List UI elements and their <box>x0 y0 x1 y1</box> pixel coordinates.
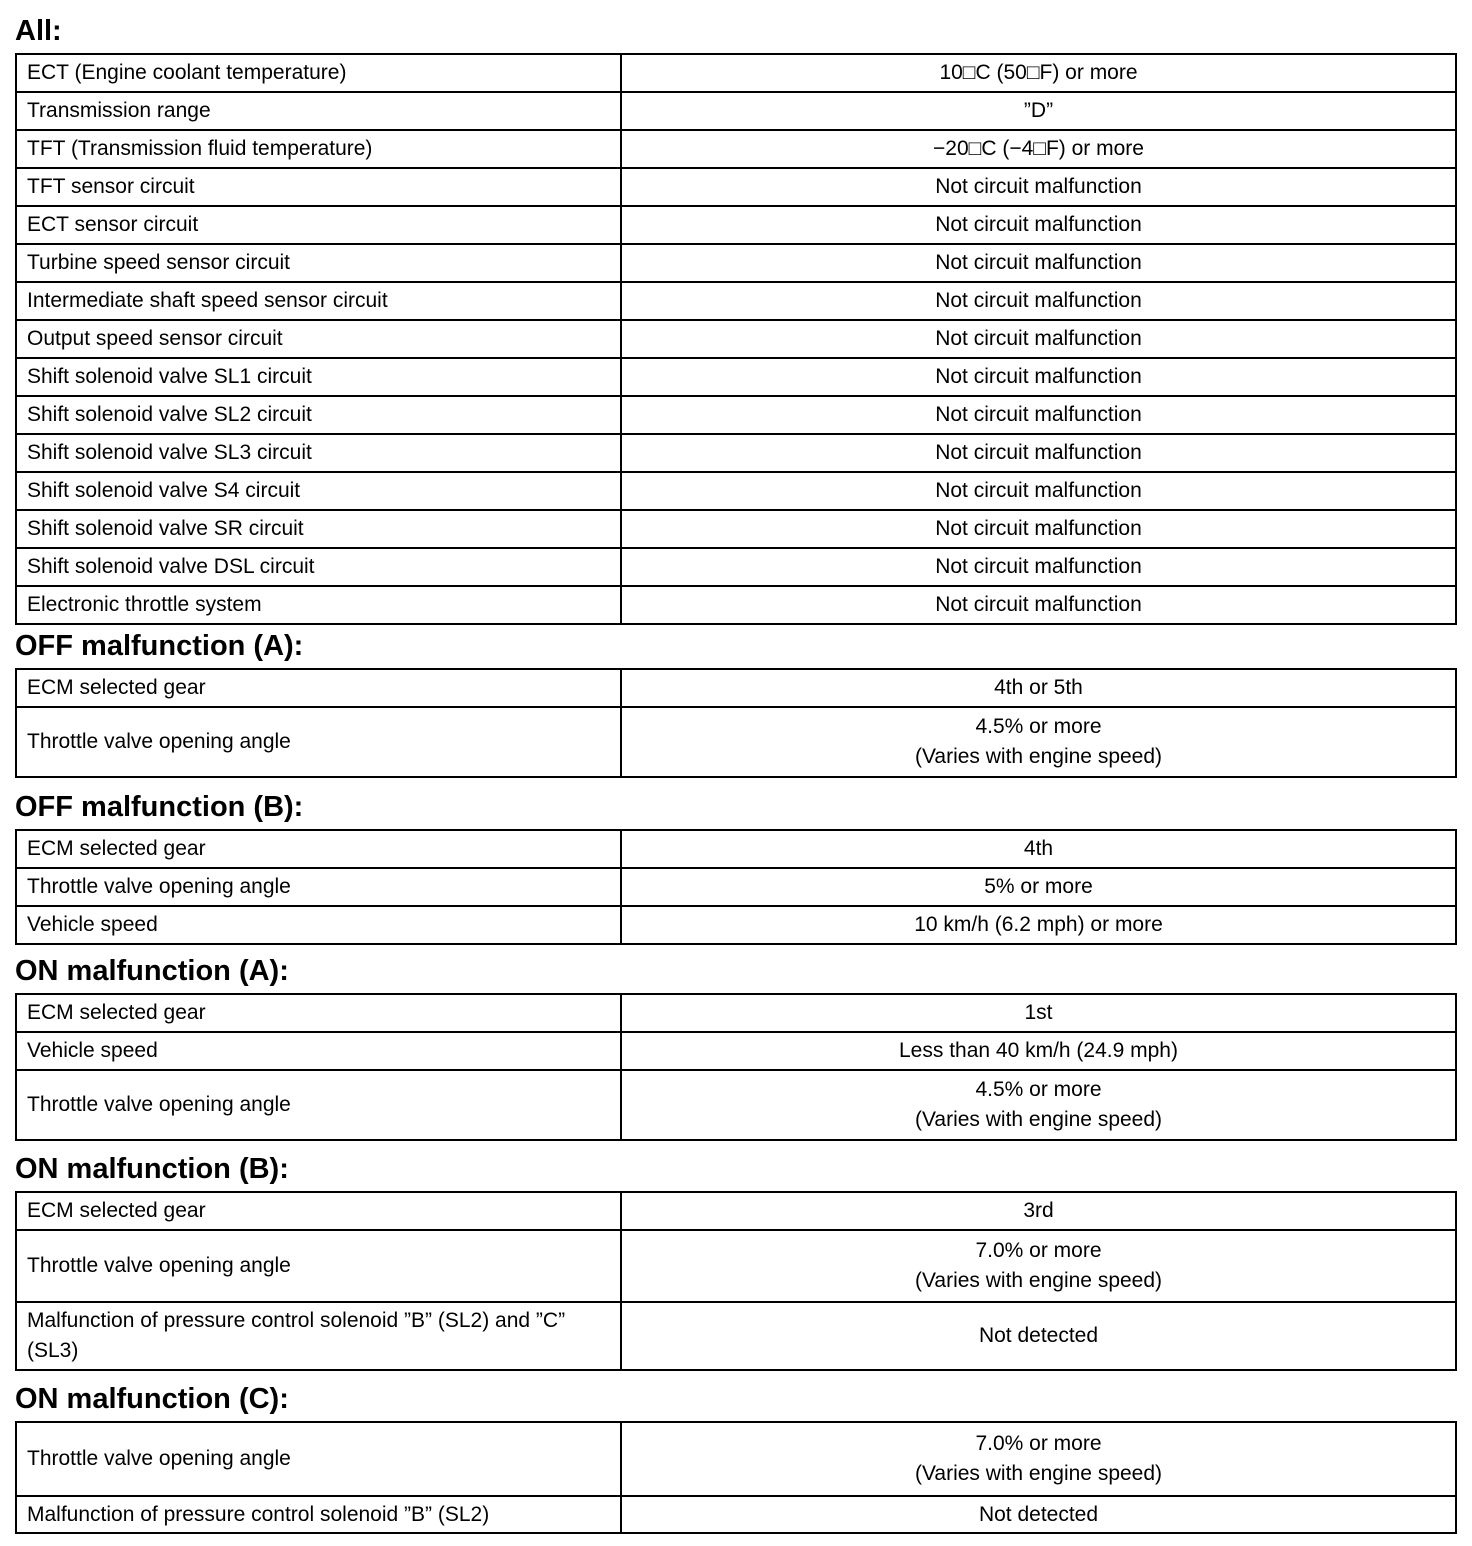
condition-label-cell <box>16 707 621 777</box>
condition-label: Turbine speed sensor circuit <box>27 251 291 274</box>
condition-value: Not circuit malfunction <box>935 289 1142 312</box>
table-row <box>16 434 1456 472</box>
condition-label: Malfunction of pressure control solenoid ”B” (SL2) and ”C” <box>27 1309 566 1332</box>
condition-value: Not circuit malfunction <box>935 403 1142 426</box>
condition-label-cell <box>16 92 621 130</box>
condition-value: 10□C (50□F) or more <box>939 61 1138 84</box>
condition-label: Vehicle speed <box>27 913 158 936</box>
condition-label-cell <box>16 396 621 434</box>
table-row <box>16 994 1456 1032</box>
condition-value-cell <box>621 830 1456 868</box>
condition-section <box>15 628 1457 778</box>
condition-label-cell <box>16 906 621 944</box>
condition-value: (Varies with engine speed) <box>914 1108 1163 1131</box>
conditions-table <box>15 1421 1457 1534</box>
condition-label: (SL3) <box>27 1339 79 1362</box>
table-row <box>16 1422 1456 1496</box>
table-row <box>16 1496 1456 1533</box>
condition-label: Shift solenoid valve SR circuit <box>27 517 304 540</box>
condition-value-cell <box>621 868 1456 906</box>
condition-value: Not circuit malfunction <box>935 175 1142 198</box>
condition-value: Not circuit malfunction <box>935 593 1142 616</box>
table-row <box>16 92 1456 130</box>
table-row <box>16 1192 1456 1230</box>
condition-value: (Varies with engine speed) <box>914 745 1163 768</box>
condition-value-cell <box>621 54 1456 92</box>
condition-value: ”D” <box>1023 99 1054 122</box>
condition-label-cell <box>16 669 621 707</box>
condition-value-cell <box>621 1302 1456 1370</box>
conditions-table <box>15 668 1457 778</box>
condition-value-cell <box>621 1496 1456 1533</box>
condition-label: Intermediate shaft speed sensor circuit <box>27 289 388 312</box>
condition-value: −20□C (−4□F) or more <box>933 137 1144 160</box>
condition-label: Electronic throttle system <box>27 593 262 616</box>
condition-value-cell <box>621 510 1456 548</box>
condition-label-cell <box>16 206 621 244</box>
condition-label-cell <box>16 320 621 358</box>
table-row <box>16 320 1456 358</box>
condition-label: Throttle valve opening angle <box>27 875 291 898</box>
condition-value-cell <box>621 1192 1456 1230</box>
table-row <box>16 868 1456 906</box>
condition-value-cell <box>621 168 1456 206</box>
table-row <box>16 548 1456 586</box>
condition-value-cell <box>621 434 1456 472</box>
condition-value: 1st <box>1024 1001 1053 1024</box>
conditions-table <box>15 993 1457 1141</box>
condition-value-cell <box>621 396 1456 434</box>
table-row <box>16 282 1456 320</box>
condition-value: Not circuit malfunction <box>935 517 1142 540</box>
table-row <box>16 906 1456 944</box>
condition-section <box>15 1151 1457 1371</box>
section-heading: ON malfunction (C): <box>15 1383 289 1415</box>
condition-value: Not circuit malfunction <box>935 327 1142 350</box>
condition-section <box>15 13 1457 625</box>
condition-label: Vehicle speed <box>27 1039 158 1062</box>
condition-label-cell <box>16 1032 621 1070</box>
condition-label-cell <box>16 130 621 168</box>
condition-value: Not circuit malfunction <box>935 441 1142 464</box>
table-row <box>16 830 1456 868</box>
condition-value-cell <box>621 282 1456 320</box>
condition-value: 7.0% or more <box>975 1432 1102 1455</box>
condition-value: Not circuit malfunction <box>935 213 1142 236</box>
condition-label: Shift solenoid valve SL2 circuit <box>27 403 312 426</box>
condition-label-cell <box>16 994 621 1032</box>
condition-label: Shift solenoid valve SL1 circuit <box>27 365 312 388</box>
condition-label: TFT (Transmission fluid temperature) <box>27 137 373 160</box>
conditions-table <box>15 1191 1457 1371</box>
section-heading: OFF malfunction (B): <box>15 791 304 823</box>
condition-value-cell <box>621 1070 1456 1140</box>
condition-value-cell <box>621 1032 1456 1070</box>
condition-value-cell <box>621 586 1456 624</box>
condition-label-cell <box>16 472 621 510</box>
condition-value-cell <box>621 548 1456 586</box>
condition-label: Throttle valve opening angle <box>27 1447 291 1470</box>
condition-value: 7.0% or more <box>975 1239 1102 1262</box>
condition-value-cell <box>621 130 1456 168</box>
condition-value-cell <box>621 669 1456 707</box>
condition-value: Not detected <box>978 1502 1099 1526</box>
condition-label: Shift solenoid valve DSL circuit <box>27 555 315 578</box>
condition-label-cell <box>16 1496 621 1533</box>
condition-label: ECM selected gear <box>27 1001 206 1024</box>
condition-value: 4th or 5th <box>994 676 1083 699</box>
condition-value: 4.5% or more <box>975 715 1102 738</box>
condition-value: Not circuit malfunction <box>935 479 1142 502</box>
condition-label-cell <box>16 244 621 282</box>
table-row <box>16 1070 1456 1140</box>
condition-value-cell <box>621 320 1456 358</box>
condition-section <box>15 1381 1457 1534</box>
condition-label-cell <box>16 168 621 206</box>
condition-label: TFT sensor circuit <box>27 175 195 198</box>
condition-value: (Varies with engine speed) <box>914 1269 1163 1292</box>
table-row <box>16 472 1456 510</box>
section-heading: ON malfunction (B): <box>15 1153 289 1185</box>
condition-label-cell <box>16 54 621 92</box>
table-row <box>16 396 1456 434</box>
condition-label: Malfunction of pressure control solenoid ”B” (SL2) <box>27 1502 490 1526</box>
condition-label: Throttle valve opening angle <box>27 1093 291 1116</box>
table-row <box>16 1032 1456 1070</box>
condition-value-cell <box>621 707 1456 777</box>
condition-value: Not circuit malfunction <box>935 251 1142 274</box>
table-row <box>16 586 1456 624</box>
condition-value: 5% or more <box>984 875 1093 898</box>
condition-label-cell <box>16 548 621 586</box>
condition-value: Not detected <box>978 1324 1099 1347</box>
table-row <box>16 244 1456 282</box>
condition-value-cell <box>621 206 1456 244</box>
table-row <box>16 707 1456 777</box>
condition-label-cell <box>16 1192 621 1230</box>
condition-value-cell <box>621 244 1456 282</box>
condition-label: Transmission range <box>27 99 211 122</box>
condition-label: ECM selected gear <box>27 837 206 860</box>
condition-label-cell <box>16 1422 621 1496</box>
table-row <box>16 1230 1456 1302</box>
table-row <box>16 358 1456 396</box>
condition-label-cell <box>16 358 621 396</box>
section-heading: ON malfunction (A): <box>15 955 289 987</box>
table-row <box>16 669 1456 707</box>
table-row <box>16 510 1456 548</box>
condition-label: ECM selected gear <box>27 1199 206 1222</box>
condition-label-cell <box>16 586 621 624</box>
table-row <box>16 130 1456 168</box>
condition-label-cell <box>16 1070 621 1140</box>
condition-value-cell <box>621 994 1456 1032</box>
condition-label: Throttle valve opening angle <box>27 730 291 753</box>
condition-value: Not circuit malfunction <box>935 555 1142 578</box>
condition-value-cell <box>621 1230 1456 1302</box>
condition-label: Shift solenoid valve S4 circuit <box>27 479 301 502</box>
condition-label-cell <box>16 868 621 906</box>
condition-value: 10 km/h (6.2 mph) or more <box>914 913 1163 936</box>
table-row <box>16 54 1456 92</box>
condition-value: Not circuit malfunction <box>935 365 1142 388</box>
table-row <box>16 168 1456 206</box>
condition-value-cell <box>621 906 1456 944</box>
condition-label: ECM selected gear <box>27 676 206 699</box>
section-heading: All: <box>15 15 62 47</box>
condition-label: Shift solenoid valve SL3 circuit <box>27 441 312 464</box>
table-row <box>16 1302 1456 1370</box>
condition-label-cell <box>16 510 621 548</box>
condition-value: 4th <box>1023 837 1054 860</box>
condition-value: 3rd <box>1023 1199 1054 1222</box>
condition-label: Output speed sensor circuit <box>27 327 283 350</box>
condition-section <box>15 953 1457 1141</box>
condition-value-cell <box>621 472 1456 510</box>
condition-value-cell <box>621 358 1456 396</box>
condition-section <box>15 789 1457 945</box>
condition-value-cell <box>621 1422 1456 1496</box>
condition-value: (Varies with engine speed) <box>914 1462 1163 1485</box>
conditions-table <box>15 829 1457 945</box>
condition-label-cell <box>16 282 621 320</box>
condition-value-cell <box>621 92 1456 130</box>
section-heading: OFF malfunction (A): <box>15 630 304 662</box>
condition-label-cell <box>16 830 621 868</box>
condition-label: ECT (Engine coolant temperature) <box>27 61 347 84</box>
condition-value: Less than 40 km/h (24.9 mph) <box>899 1039 1178 1062</box>
conditions-table <box>15 53 1457 625</box>
condition-label: Throttle valve opening angle <box>27 1254 291 1277</box>
condition-value: 4.5% or more <box>975 1078 1102 1101</box>
condition-label-cell <box>16 1302 621 1370</box>
condition-label-cell <box>16 434 621 472</box>
condition-label: ECT sensor circuit <box>27 213 199 236</box>
table-row <box>16 206 1456 244</box>
condition-label-cell <box>16 1230 621 1302</box>
